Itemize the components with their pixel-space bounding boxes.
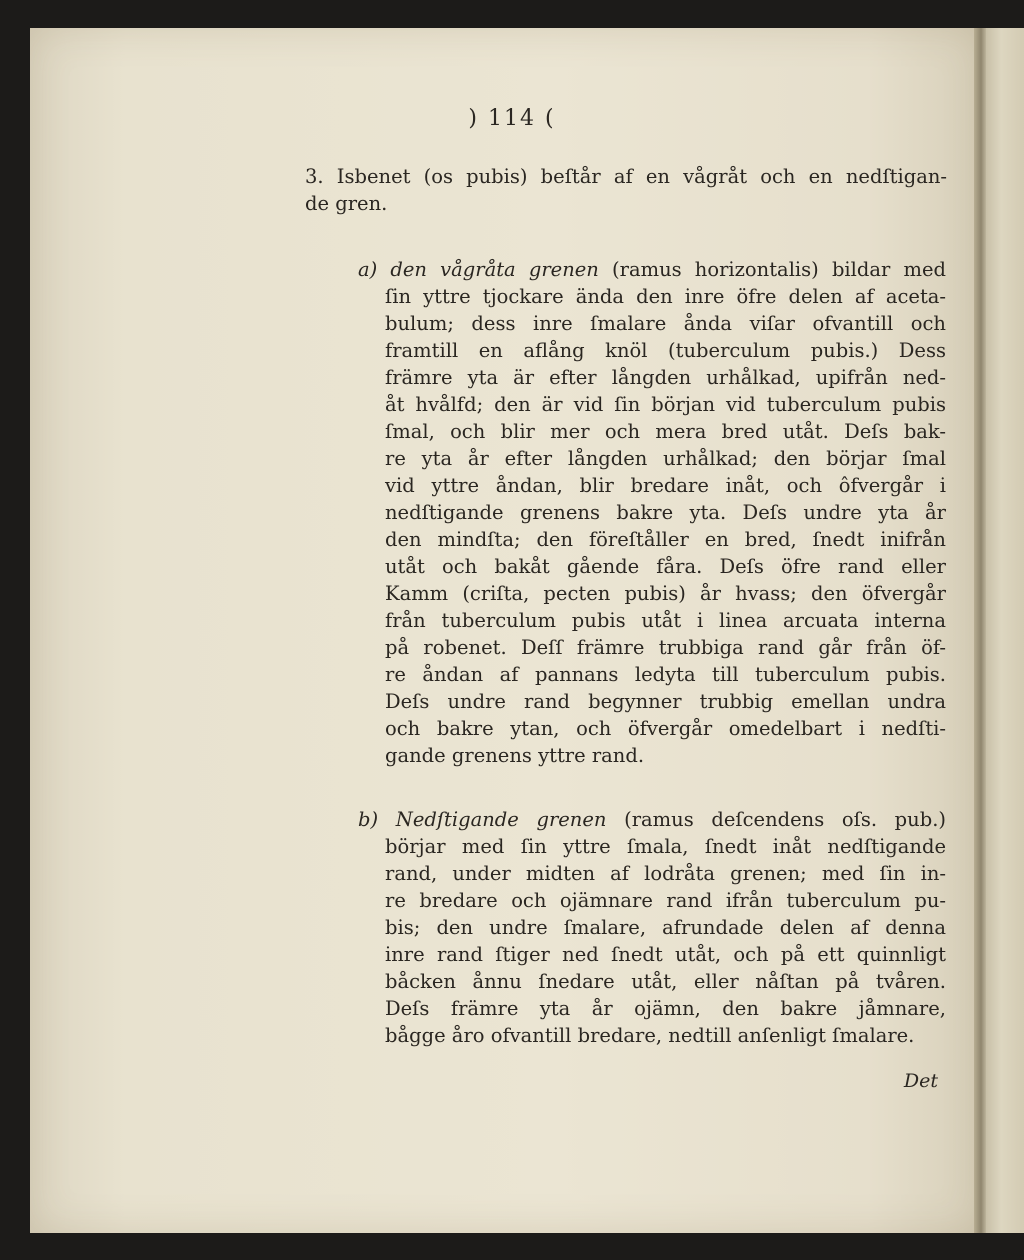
text-line: bulum; dess inre ſmalare ånda viſar ofvantill och — [385, 312, 946, 335]
text-line: bågge åro ofvantill bredare, nedtill anſenligt ſmalare. — [385, 1024, 915, 1047]
section-a-lead-rest: (ramus horizontalis) bildar med — [598, 258, 947, 281]
text-line: ſin yttre tjockare ända den inre öfre delen af aceta- — [385, 285, 946, 308]
section-a-marker: a) — [358, 258, 378, 281]
text-line: re bredare och ojämnare rand ifrån tuberculum pu- — [385, 889, 946, 912]
text-line: börjar med ſin yttre ſmala, ſnedt inåt nedſtigande — [385, 835, 946, 858]
text-line: 3. Isbenet (os pubis) beſtår af en vågråt och en nedſtigan- — [305, 165, 947, 188]
section-b-lead-line — [358, 806, 946, 833]
section-b-lead-rest: (ramus deſcendens oſs. pub.) — [606, 808, 947, 831]
text-line: bis; den undre ſmalare, afrundade delen af denna — [385, 916, 946, 939]
text-line: nedſtigande grenens bakre yta. Deſs undre yta år — [385, 501, 946, 524]
text-line: ſmal, och blir mer och mera bred utåt. Deſs bak- — [385, 420, 946, 443]
text-line: Deſs främre yta år ojämn, den bakre jåmnare, — [385, 997, 946, 1020]
section-b-lead-italic: Nedſtigande grenen — [395, 808, 607, 831]
text-line: re yta år efter långden urhålkad; den börjar ſmal — [385, 447, 946, 470]
text-line: utåt och bakåt gående fåra. Deſs öfre rand eller — [385, 555, 946, 578]
text-line: re åndan af pannans ledyta till tuberculum pubis. — [385, 663, 946, 686]
text-line: inre rand ſtiger ned ſnedt utåt, och på ett quinnligt — [385, 943, 946, 966]
page-number: ) 114 ( — [468, 106, 556, 131]
text-line: de gren. — [305, 192, 388, 215]
section-a-lead-italic: den vågråta grenen — [390, 258, 599, 281]
next-page-edge — [986, 28, 1024, 1233]
section-b-body — [385, 833, 946, 1049]
section-b-paragraph — [358, 806, 946, 1049]
text-line: gande grenens yttre rand. — [385, 744, 645, 767]
section-a-paragraph — [358, 256, 946, 769]
text-line: vid yttre åndan, blir bredare inåt, och ôfvergår i — [385, 474, 946, 497]
section-a-body — [385, 283, 946, 769]
section-3-paragraph — [305, 163, 947, 217]
text-line: på robenet. Deſſ främre trubbiga rand går från öf- — [385, 636, 946, 659]
text-line: från tuberculum pubis utåt i linea arcuata interna — [385, 609, 946, 632]
text-line: rand, under midten af lodråta grenen; med ſin in- — [385, 862, 946, 885]
text-line: främre yta är efter långden urhålkad, upifrån ned- — [385, 366, 946, 389]
text-line: Deſs undre rand begynner trubbig emellan undra — [385, 690, 946, 713]
text-line: Kamm (criſta, pecten pubis) år hvass; den öfvergår — [385, 582, 946, 605]
section-b-marker: b) — [358, 808, 379, 831]
text-line: framtill en aflång knöl (tuberculum pubis.) Dess — [385, 339, 946, 362]
text-line: båcken ånnu ſnedare utåt, eller nåſtan på tvåren. — [385, 970, 946, 993]
text-line: åt hvålfd; den är vid ſin början vid tuberculum pubis — [385, 393, 946, 416]
text-line: och bakre ytan, och öfvergår omedelbart i nedſti- — [385, 717, 946, 740]
text-line: den mindſta; den föreſtåller en bred, ſnedt inifrån — [385, 528, 946, 551]
catchword: Det — [903, 1070, 938, 1092]
section-a-lead-line — [358, 256, 946, 283]
